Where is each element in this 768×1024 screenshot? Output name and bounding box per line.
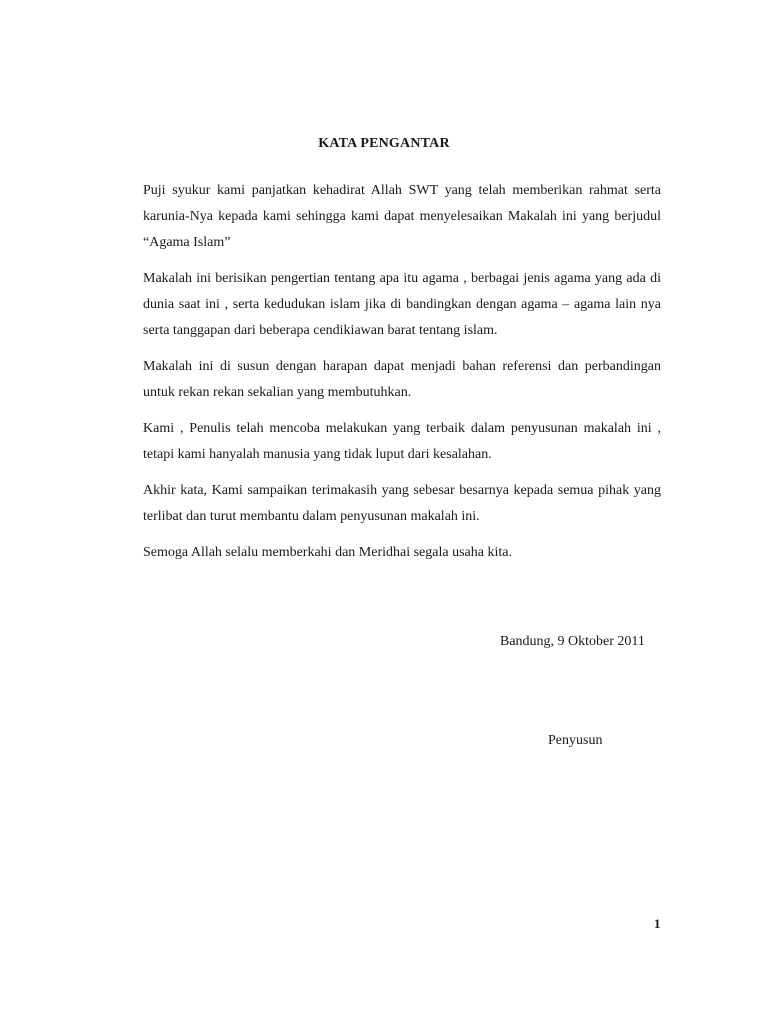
paragraph-6: Semoga Allah selalu memberkahi dan Meridhai segala usaha kita. <box>143 545 512 560</box>
page-title: KATA PENGANTAR <box>318 136 450 151</box>
signer-label: Penyusun <box>548 733 603 748</box>
document-body <box>143 178 661 566</box>
paragraph-4: Kami , Penulis telah mencoba melakukan yang terbaik dalam penyusunan makalah ini , tetapi kami hanyalah manusia yang tidak luput dari kesalahan. <box>143 421 661 462</box>
paragraph-2: Makalah ini berisikan pengertian tentang apa itu agama , berbagai jenis agama yang ada di dunia saat ini , serta kedudukan islam jika di bandingkan dengan agama – agama lain nya serta tanggapan dari beberapa cendikiawan barat tentang islam. <box>143 271 661 338</box>
page-number: 1 <box>654 916 661 931</box>
date-line: Bandung, 9 Oktober 2011 <box>500 634 645 649</box>
paragraph-3: Makalah ini di susun dengan harapan dapat menjadi bahan referensi dan perbandingan untuk rekan rekan sekalian yang membutuhkan. <box>143 359 661 400</box>
paragraph-5: Akhir kata, Kami sampaikan terimakasih yang sebesar besarnya kepada semua pihak yang terlibat dan turut membantu dalam penyusunan makalah ini. <box>143 483 661 524</box>
paragraph-1: Puji syukur kami panjatkan kehadirat Allah SWT yang telah memberikan rahmat serta karunia-Nya kepada kami sehingga kami dapat menyelesaikan Makalah ini yang berjudul “Agama Islam” <box>143 183 661 250</box>
